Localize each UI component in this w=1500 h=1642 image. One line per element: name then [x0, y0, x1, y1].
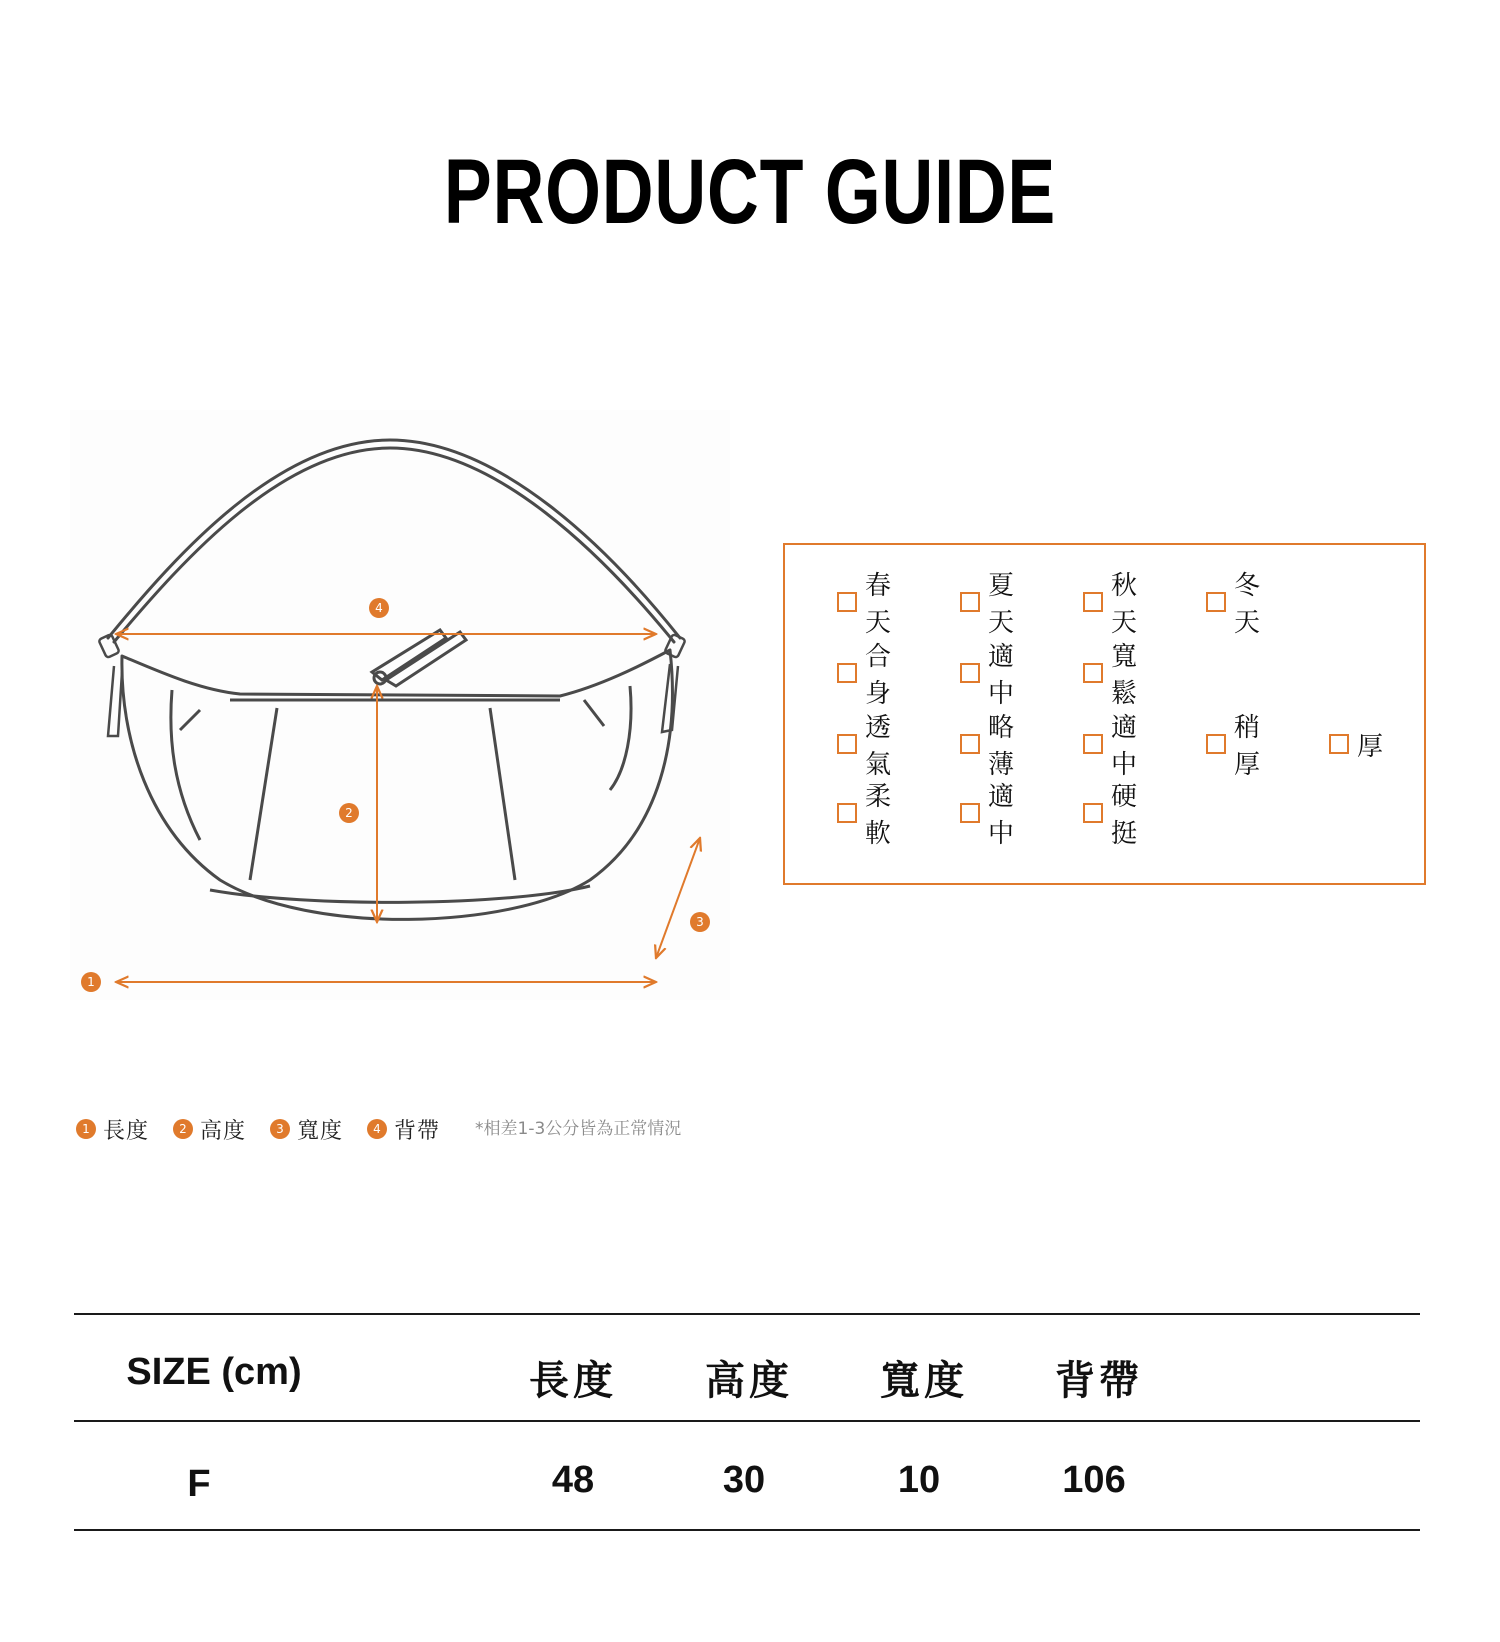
checkbox-icon[interactable] [837, 592, 857, 612]
checkbox-icon[interactable] [837, 803, 857, 823]
attr-option[interactable]: 適中 [960, 796, 1017, 830]
checkbox-icon[interactable] [1083, 592, 1103, 612]
tolerance-note: *相差1-3公分皆為正常情況 [475, 1119, 682, 1139]
length-header: 長度 [529, 1358, 617, 1404]
svg-text:2: 2 [345, 806, 353, 820]
number-badge-icon: 1 [76, 1119, 96, 1139]
number-badge-icon: 3 [270, 1119, 290, 1139]
checkbox-icon[interactable] [1206, 592, 1226, 612]
attr-option[interactable]: 厚 [1329, 727, 1386, 761]
attr-option[interactable]: 冬天 [1206, 585, 1263, 619]
attr-option[interactable]: 合身 [837, 656, 894, 690]
strap-header: 背帶 [1055, 1358, 1143, 1404]
strap-value: 106 [1062, 1459, 1126, 1501]
height-value: 30 [722, 1459, 766, 1501]
size-header: SIZE (cm) [126, 1351, 302, 1393]
marker-1 [81, 972, 101, 992]
svg-text:3: 3 [696, 915, 704, 929]
checkbox-icon[interactable] [960, 803, 980, 823]
attr-option[interactable]: 春天 [837, 585, 894, 619]
checkbox-icon[interactable] [837, 734, 857, 754]
table-rule [74, 1313, 1420, 1315]
length-value: 48 [551, 1459, 595, 1501]
table-rule [74, 1529, 1420, 1531]
number-badge-icon: 4 [367, 1119, 387, 1139]
checkbox-icon[interactable] [1329, 734, 1349, 754]
table-rule [74, 1420, 1420, 1422]
marker-2 [339, 803, 359, 823]
checkbox-icon[interactable] [837, 663, 857, 683]
attr-option[interactable]: 稍厚 [1206, 727, 1263, 761]
page-title: PRODUCT GUIDE [443, 141, 1057, 243]
legend-item: 2 高度 [173, 1113, 246, 1145]
bag-illustration [70, 410, 730, 1030]
legend-item: 4 背帶 [367, 1113, 440, 1145]
attr-option[interactable]: 秋天 [1083, 585, 1140, 619]
attr-option[interactable]: 略薄 [960, 727, 1017, 761]
number-badge-icon: 2 [173, 1119, 193, 1139]
checkbox-icon[interactable] [1083, 663, 1103, 683]
checkbox-icon[interactable] [960, 592, 980, 612]
checkbox-icon[interactable] [960, 734, 980, 754]
marker-4 [369, 598, 389, 618]
checkbox-icon[interactable] [1083, 734, 1103, 754]
attr-option[interactable]: 透氣 [837, 727, 894, 761]
attribute-box [783, 543, 1426, 885]
svg-text:1: 1 [87, 975, 95, 989]
attr-option[interactable]: 柔軟 [837, 796, 894, 830]
marker-3 [690, 912, 710, 932]
attr-option[interactable]: 夏天 [960, 585, 1017, 619]
attr-option[interactable]: 適中 [960, 656, 1017, 690]
attr-option[interactable]: 適中 [1083, 727, 1140, 761]
checkbox-icon[interactable] [1206, 734, 1226, 754]
measurement-legend [76, 1113, 776, 1145]
width-header: 寬度 [880, 1358, 968, 1404]
width-value: 10 [897, 1459, 941, 1501]
legend-item: 1 長度 [76, 1113, 149, 1145]
checkbox-icon[interactable] [1083, 803, 1103, 823]
checkbox-icon[interactable] [960, 663, 980, 683]
svg-text:4: 4 [375, 601, 383, 615]
attr-option[interactable]: 硬挺 [1083, 796, 1140, 830]
height-header: 高度 [705, 1358, 793, 1404]
attr-option[interactable]: 寬鬆 [1083, 656, 1140, 690]
legend-item: 3 寬度 [270, 1113, 343, 1145]
size-value: F [187, 1463, 211, 1505]
